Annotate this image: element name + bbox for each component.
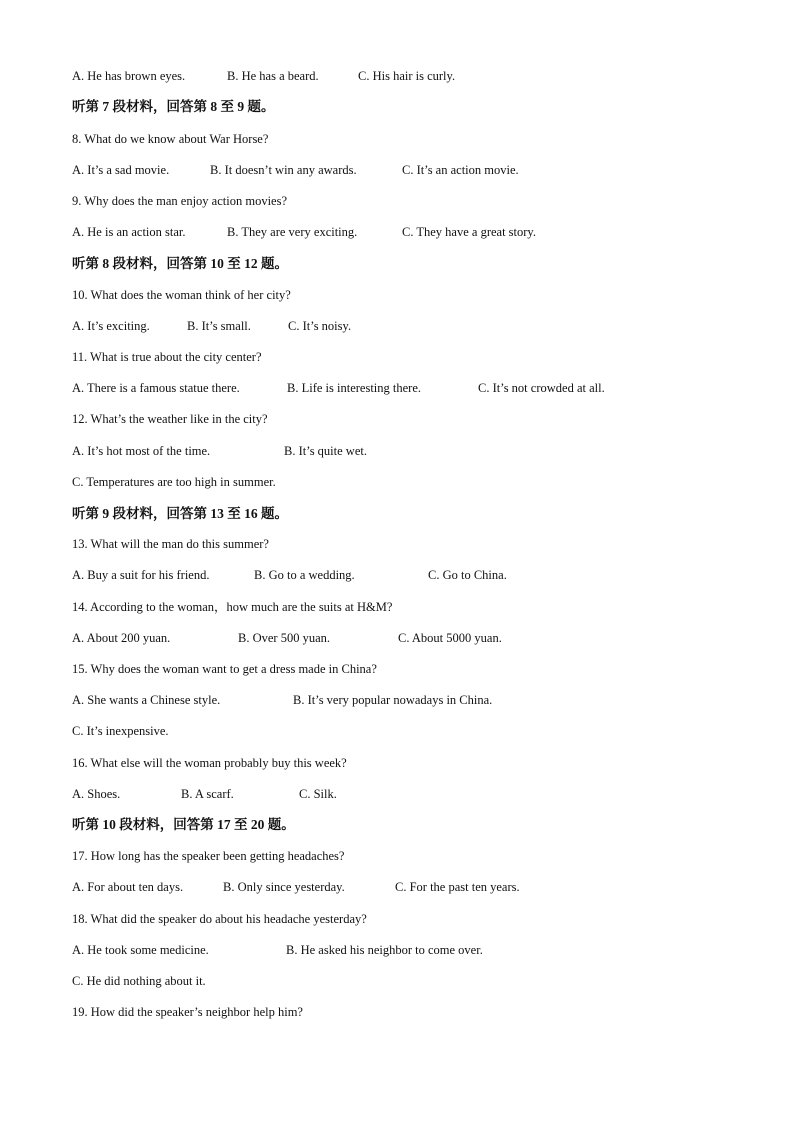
option-c: C. It’s an action movie. — [402, 163, 519, 177]
option-a: A. She wants a Chinese style. — [72, 693, 221, 707]
option-a: A. He took some medicine. — [72, 943, 209, 957]
option-a: A. It’s hot most of the time. — [72, 444, 211, 458]
question-text: 11. What is true about the city center? — [72, 350, 262, 364]
option-b: B. It doesn’t win any awards. — [210, 163, 357, 177]
question-text: 19. How did the speaker’s neighbor help him? — [72, 1005, 303, 1019]
option-a: A. Buy a suit for his friend. — [72, 568, 210, 582]
option-c: C. It’s noisy. — [288, 319, 352, 333]
option-a: A. For about ten days. — [72, 880, 184, 894]
option-c: C. They have a great story. — [402, 225, 536, 239]
option-c-text: C. Temperatures are too high in summer. — [72, 475, 276, 489]
option-a: A. It’s a sad movie. — [72, 163, 170, 177]
option-b: B. They are very exciting. — [227, 225, 358, 239]
question-text: 13. What will the man do this summer? — [72, 537, 269, 551]
option-a: A. Shoes. — [72, 787, 121, 801]
question-text: 8. What do we know about War Horse? — [72, 132, 269, 146]
option-b: B. Go to a wedding. — [254, 568, 355, 582]
question-text: 18. What did the speaker do about his headache yesterday? — [72, 912, 367, 926]
option-c-text: C. He did nothing about it. — [72, 974, 206, 988]
question-text: 12. What’s the weather like in the city? — [72, 412, 268, 426]
option-a: A. It’s exciting. — [72, 319, 150, 333]
question-text: 10. What does the woman think of her city? — [72, 288, 291, 302]
option-c-text: C. It’s inexpensive. — [72, 724, 169, 738]
option-b: B. A scarf. — [181, 787, 234, 801]
option-c: C. Silk. — [299, 787, 337, 801]
option-a: A. He has brown eyes. — [72, 69, 186, 83]
section-heading: 听第 8 段材料，回答第 10 至 12 题。 — [72, 256, 288, 271]
option-b: B. Life is interesting there. — [287, 381, 421, 395]
option-b: B. It’s very popular nowadays in China. — [293, 693, 493, 707]
option-c: C. Go to China. — [428, 568, 507, 582]
option-b: B. Over 500 yuan. — [238, 631, 330, 645]
section-heading: 听第 7 段材料，回答第 8 至 9 题。 — [72, 99, 275, 114]
question-text: 14. According to the woman，how much are the suits at H&M? — [72, 600, 393, 614]
option-b: B. He asked his neighbor to come over. — [286, 943, 483, 957]
option-c: C. It’s not crowded at all. — [478, 381, 605, 395]
option-c: C. His hair is curly. — [358, 69, 456, 83]
option-b: B. Only since yesterday. — [223, 880, 345, 894]
option-b: B. It’s small. — [187, 319, 251, 333]
section-heading: 听第 10 段材料，回答第 17 至 20 题。 — [72, 817, 295, 832]
section-heading: 听第 9 段材料，回答第 13 至 16 题。 — [72, 506, 288, 521]
option-a: A. There is a famous statue there. — [72, 381, 240, 395]
option-b: B. He has a beard. — [227, 69, 319, 83]
question-text: 15. Why does the woman want to get a dress made in China? — [72, 662, 377, 676]
option-a: A. About 200 yuan. — [72, 631, 171, 645]
question-text: 9. Why does the man enjoy action movies? — [72, 194, 287, 208]
question-text: 16. What else will the woman probably buy this week? — [72, 756, 347, 770]
option-c: C. For the past ten years. — [395, 880, 520, 894]
option-c: C. About 5000 yuan. — [398, 631, 502, 645]
option-b: B. It’s quite wet. — [284, 444, 367, 458]
question-text: 17. How long has the speaker been getting headaches? — [72, 849, 345, 863]
option-a: A. He is an action star. — [72, 225, 186, 239]
